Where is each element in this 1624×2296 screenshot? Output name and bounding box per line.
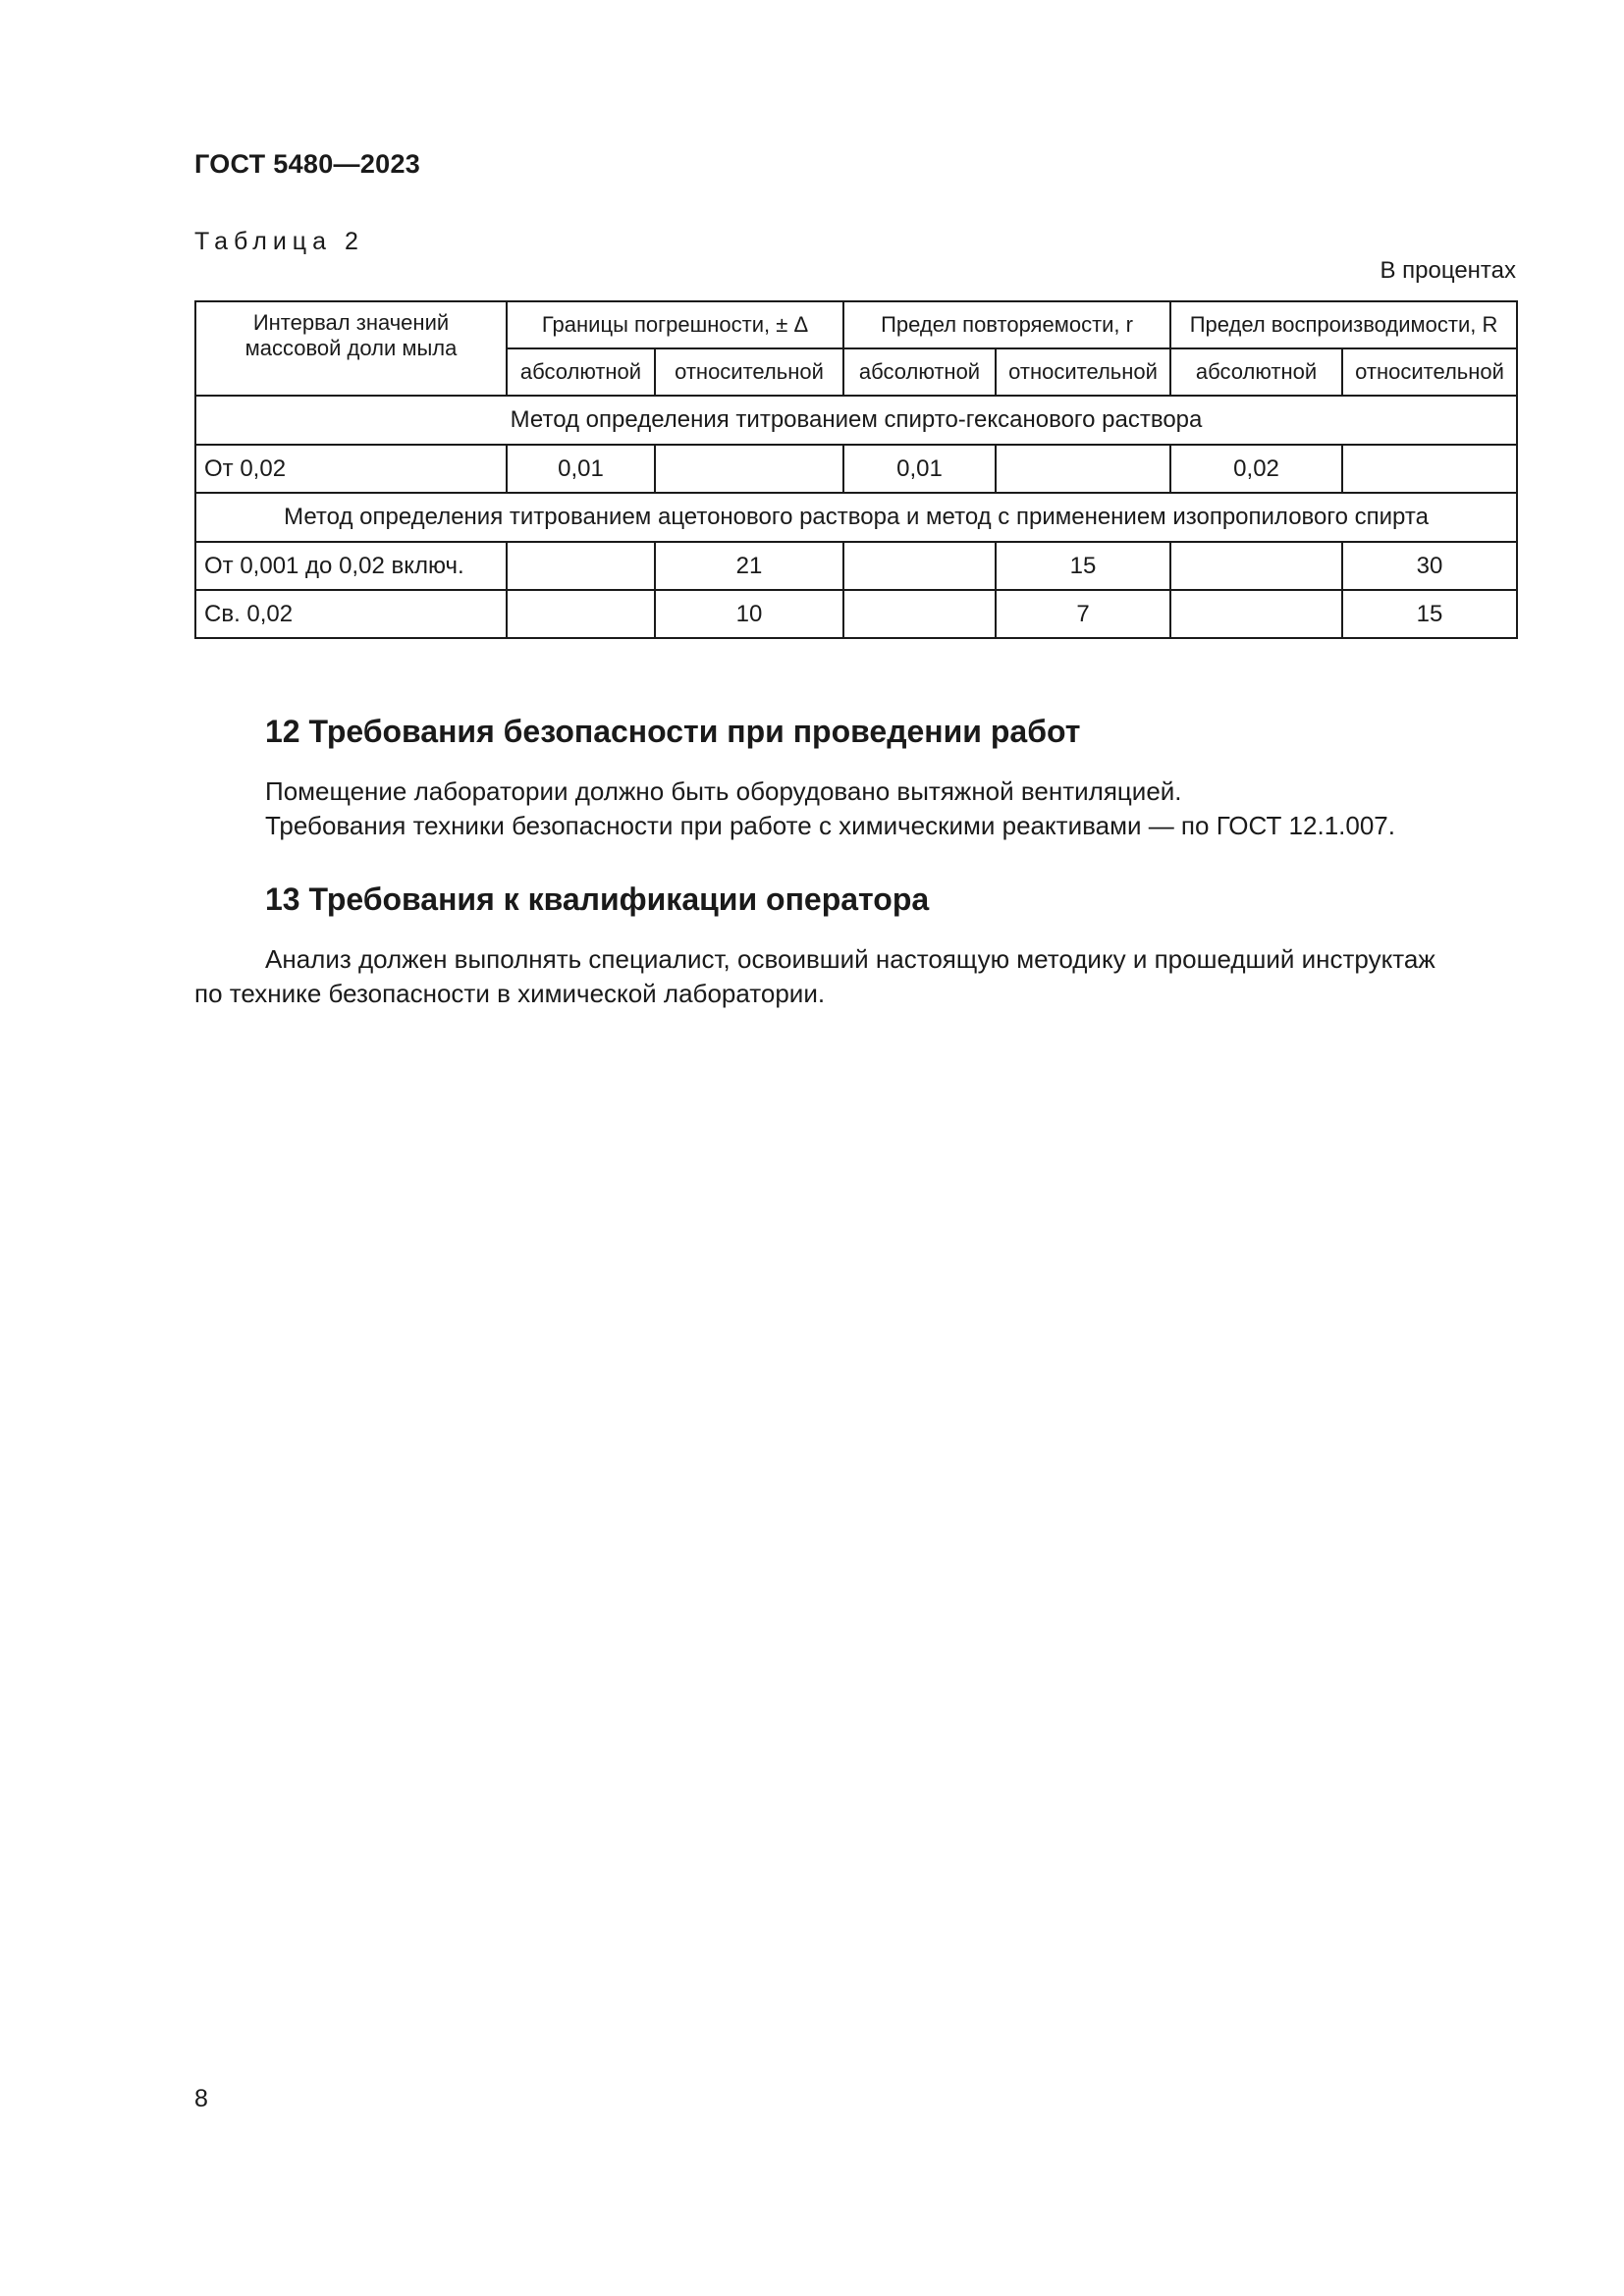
data-table [194,300,1518,639]
cell-err-rel: 21 [655,542,843,590]
subheader-relative: относительной [1342,348,1517,396]
header-repeatability: Предел повторяемости, r [843,301,1170,348]
cell-rep-abs: 0,01 [843,445,996,493]
section-13-paragraph-line-1: Анализ должен выполнять специалист, освоивший настоящую методику и прошедший инструктаж [265,944,1435,974]
header-error-bounds: Границы погрешности, ± Δ [507,301,843,348]
method-row [195,396,1517,445]
subheader-relative: относительной [655,348,843,396]
cell-repr-rel [1342,445,1517,493]
cell-rep-rel [996,445,1170,493]
cell-rep-rel: 7 [996,590,1170,638]
document-header: ГОСТ 5480—2023 [194,149,421,179]
header-interval: Интервал значений массовой доли мыла [195,301,507,396]
table-row [195,590,1517,638]
method-row [195,493,1517,542]
cell-rep-abs [843,590,996,638]
section-12-paragraph-2: Требования техники безопасности при работе с химическими реактивами — по ГОСТ 12.1.007. [265,811,1395,840]
cell-repr-abs: 0,02 [1170,445,1342,493]
section-12-title: 12 Требования безопасности при проведении работ [265,714,1081,749]
table-row [195,542,1517,590]
subheader-absolute: абсолютной [843,348,996,396]
cell-repr-abs [1170,590,1342,638]
section-12-paragraph-1: Помещение лаборатории должно быть оборудовано вытяжной вентиляцией. [265,776,1182,806]
method-2-label: Метод определения титрованием ацетонового раствора и метод с применением изопропилового спирта [195,493,1517,542]
table-caption: Таблица 2 [194,228,364,255]
cell-err-rel: 10 [655,590,843,638]
cell-interval: От 0,001 до 0,02 включ. [195,542,507,590]
table-header-row [195,301,1517,348]
cell-interval: Св. 0,02 [195,590,507,638]
cell-err-abs [507,590,655,638]
section-13-paragraph-line-2: по технике безопасности в химической лаборатории. [194,979,826,1008]
cell-err-abs [507,542,655,590]
cell-rep-abs [843,542,996,590]
cell-repr-rel: 30 [1342,542,1517,590]
cell-err-abs: 0,01 [507,445,655,493]
page-number: 8 [194,2085,208,2112]
subheader-absolute: абсолютной [507,348,655,396]
method-1-label: Метод определения титрованием спирто-гексанового раствора [195,396,1517,445]
cell-err-rel [655,445,843,493]
cell-repr-rel: 15 [1342,590,1517,638]
cell-repr-abs [1170,542,1342,590]
table-row [195,445,1517,493]
subheader-relative: относительной [996,348,1170,396]
section-13-title: 13 Требования к квалификации оператора [265,881,930,917]
subheader-absolute: абсолютной [1170,348,1342,396]
cell-rep-rel: 15 [996,542,1170,590]
cell-interval: От 0,02 [195,445,507,493]
table-units: В процентах [1380,257,1516,284]
header-reproducibility: Предел воспроизводимости, R [1170,301,1517,348]
